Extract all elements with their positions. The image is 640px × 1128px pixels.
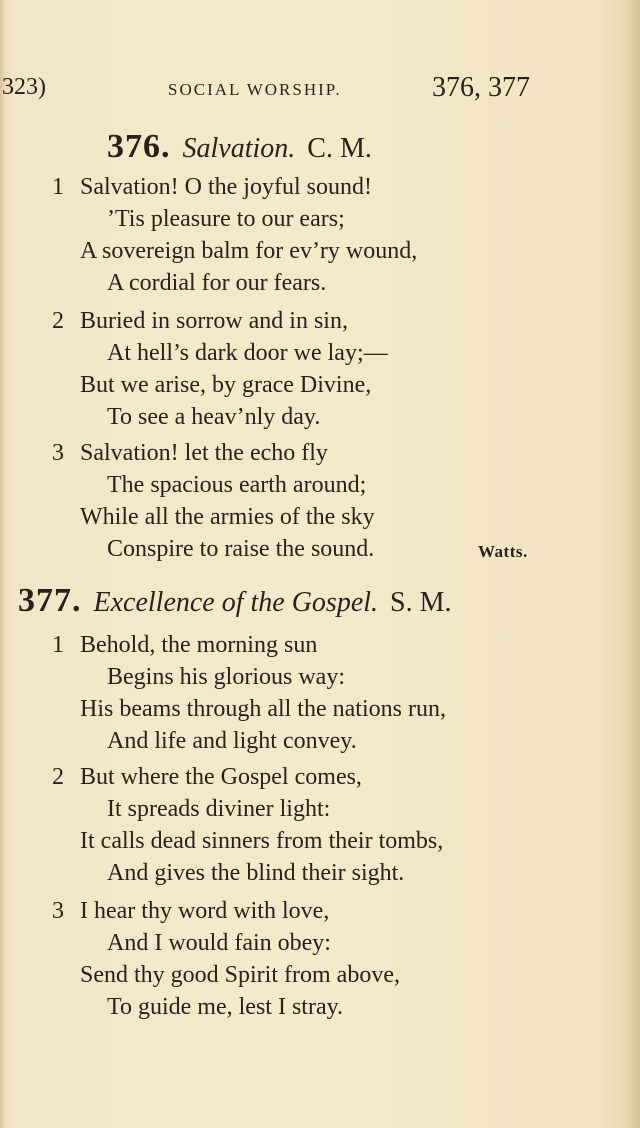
hymn-number: 377. (18, 582, 82, 619)
verse-line: But where the Gospel comes, (80, 764, 362, 790)
hymn-name: Excellence of the Gospel. (93, 587, 379, 618)
verse-line: And I would fain obey: (107, 930, 331, 956)
verse-number: 3 (52, 898, 64, 924)
hymn-meter: S. M. (390, 587, 452, 618)
hymn-title-377 (18, 582, 452, 620)
verse-line: Salvation! O the joyful sound! (80, 174, 372, 200)
verse-line: Salvation! let the echo fly (80, 440, 328, 466)
hymn-author: Watts. (478, 542, 528, 561)
verse-line: A sovereign balm for ev’ry wound, (80, 238, 418, 264)
hymn-meter: C. M. (307, 133, 372, 164)
verse-line: His beams through all the nations run, (80, 696, 446, 722)
verse-line: Conspire to raise the sound. (107, 536, 375, 562)
page-number: 323) (2, 74, 46, 100)
page-right-edge (626, 0, 640, 1128)
hymn-title-376 (107, 128, 372, 166)
verse-line: And gives the blind their sight. (107, 860, 405, 886)
running-head: SOCIAL WORSHIP. (168, 80, 342, 99)
verse-line: It spreads diviner light: (107, 796, 331, 822)
hymn-range: 376, 377 (432, 72, 530, 103)
verse-line: Begins his glorious way: (107, 664, 345, 690)
page-left-edge (0, 0, 6, 1128)
verse-line: It calls dead sinners from their tombs, (80, 828, 444, 854)
verse-line: But we arise, by grace Divine, (80, 372, 372, 398)
verse-number: 2 (52, 308, 64, 334)
hymn-name: Salvation. (182, 133, 296, 164)
verse-line: Buried in sorrow and in sin, (80, 308, 348, 334)
verse-line: At hell’s dark door we lay;— (107, 340, 388, 366)
verse-line: The spacious earth around; (107, 472, 367, 498)
verse-line: And life and light convey. (107, 728, 357, 754)
verse-number: 2 (52, 764, 64, 790)
verse-number: 1 (52, 632, 64, 658)
verse-line: Behold, the morning sun (80, 632, 318, 658)
verse-line: While all the armies of the sky (80, 504, 375, 530)
verse-number: 1 (52, 174, 64, 200)
page-header (0, 72, 640, 112)
verse-line: Send thy good Spirit from above, (80, 962, 400, 988)
verse-line: A cordial for our fears. (107, 270, 327, 296)
verse-line: ’Tis pleasure to our ears; (107, 206, 345, 232)
verse-line: To see a heav’nly day. (107, 404, 321, 430)
verse-number: 3 (52, 440, 64, 466)
verse-line: I hear thy word with love, (80, 898, 330, 924)
verse-line: To guide me, lest I stray. (107, 994, 344, 1020)
hymn-number: 376. (107, 128, 171, 165)
